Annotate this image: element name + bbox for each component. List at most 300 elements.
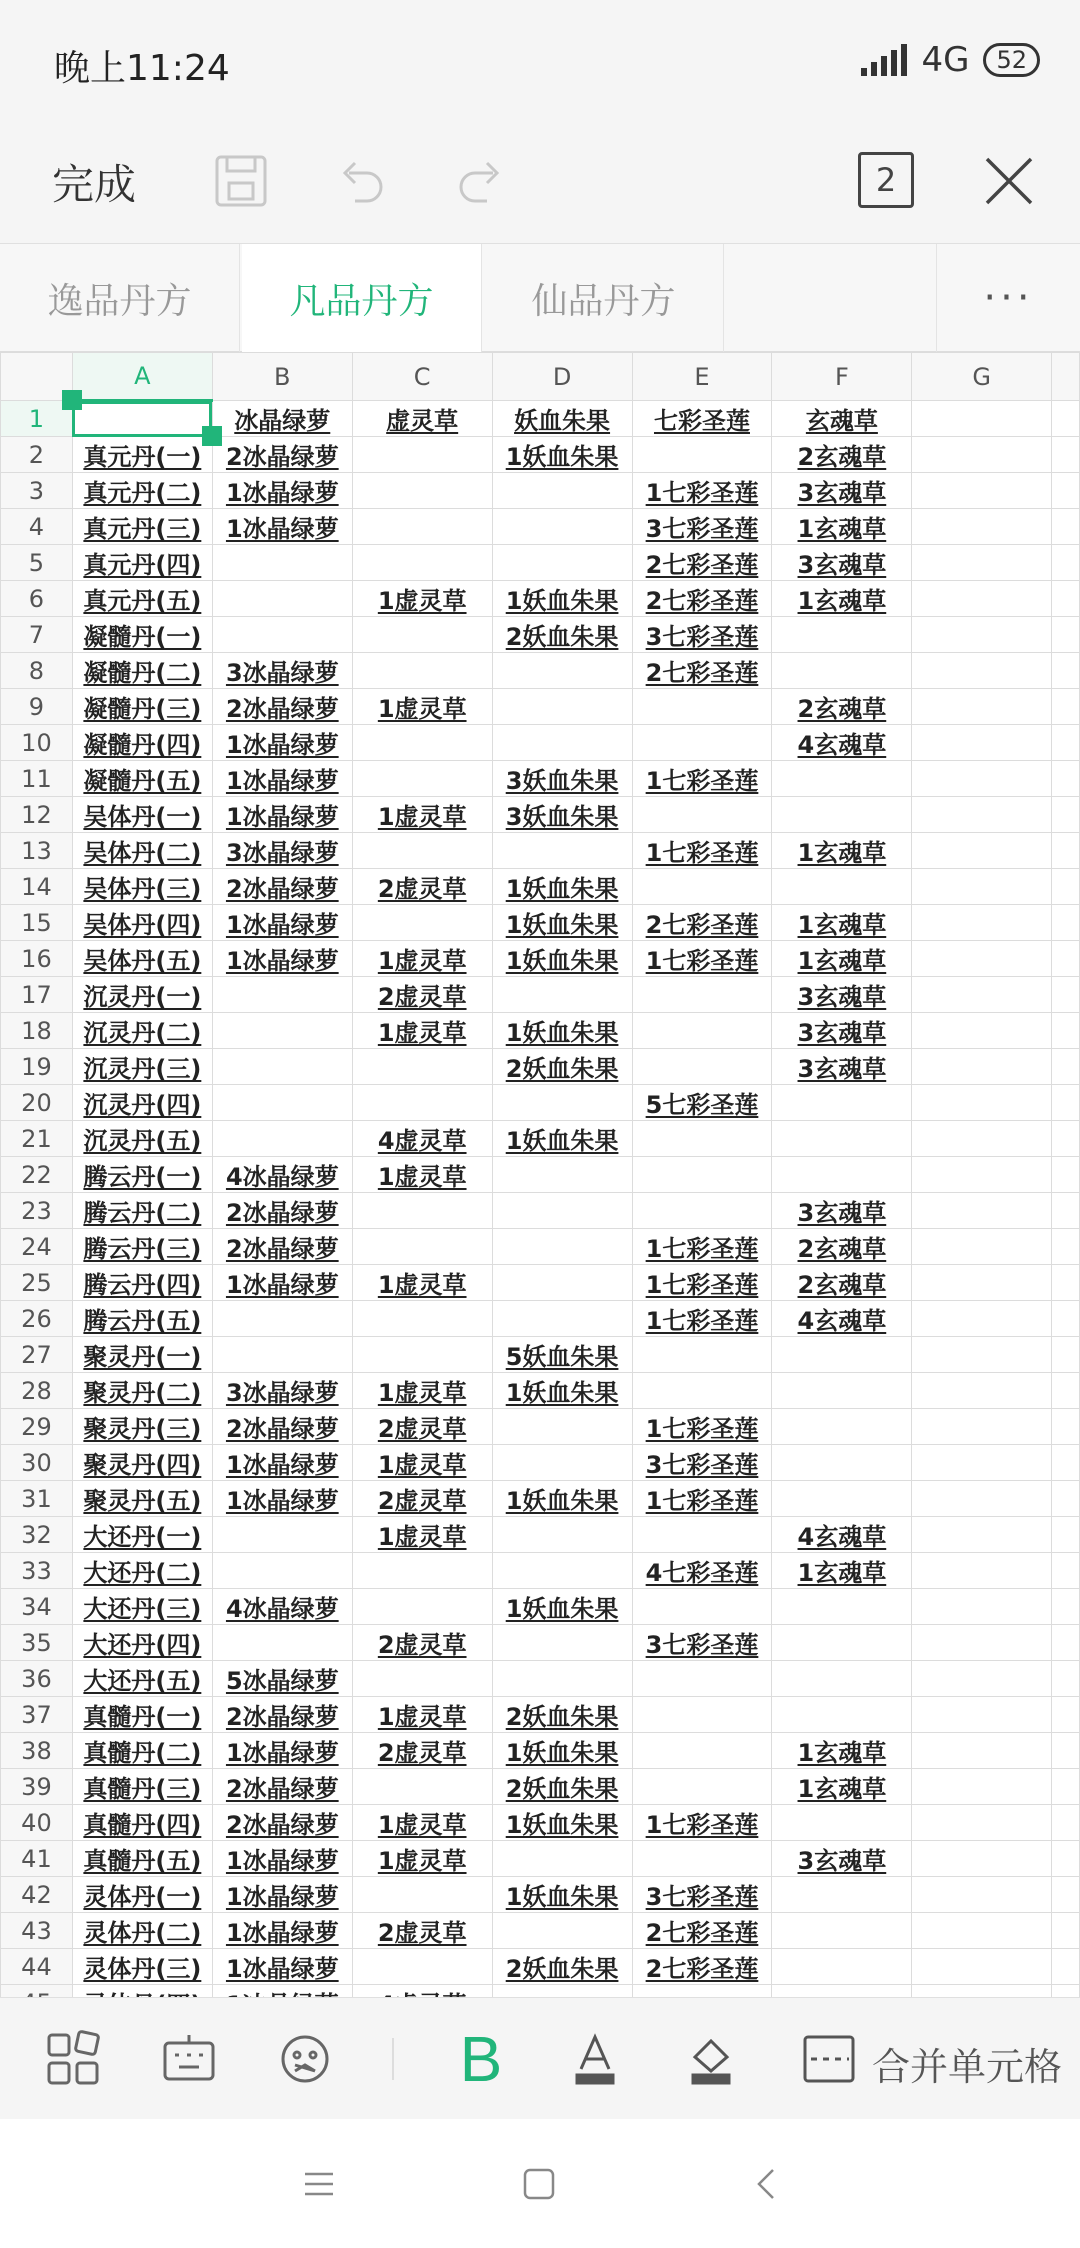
cell-d11[interactable]: 3妖血朱果 xyxy=(492,761,632,797)
cell-g1[interactable] xyxy=(912,401,1052,437)
cell-f23[interactable]: 3玄魂草 xyxy=(772,1193,912,1229)
cell-f38[interactable]: 1玄魂草 xyxy=(772,1733,912,1769)
cell-overflow[interactable] xyxy=(1051,437,1079,473)
cell-overflow[interactable] xyxy=(1051,1085,1079,1121)
cell-d8[interactable] xyxy=(492,653,632,689)
cell-a21[interactable]: 沉灵丹(五) xyxy=(72,1121,212,1157)
cell-overflow[interactable] xyxy=(1051,1517,1079,1553)
cell-overflow[interactable] xyxy=(1051,1229,1079,1265)
keyboard-icon[interactable] xyxy=(154,2024,224,2094)
cell-b13[interactable]: 3冰晶绿萝 xyxy=(212,833,352,869)
cell-d12[interactable]: 3妖血朱果 xyxy=(492,797,632,833)
cell-d25[interactable] xyxy=(492,1265,632,1301)
cell-g11[interactable] xyxy=(912,761,1052,797)
cell-b5[interactable] xyxy=(212,545,352,581)
cell-e16[interactable]: 1七彩圣莲 xyxy=(632,941,772,977)
cell-f22[interactable] xyxy=(772,1157,912,1193)
cell-e1[interactable]: 七彩圣莲 xyxy=(632,401,772,437)
cell-c28[interactable]: 1虚灵草 xyxy=(352,1373,492,1409)
cell-d2[interactable]: 1妖血朱果 xyxy=(492,437,632,473)
cell-d36[interactable] xyxy=(492,1661,632,1697)
cell-e17[interactable] xyxy=(632,977,772,1013)
cell-c41[interactable]: 1虚灵草 xyxy=(352,1841,492,1877)
cell-f4[interactable]: 1玄魂草 xyxy=(772,509,912,545)
cell-a1[interactable] xyxy=(72,401,212,437)
column-header-d[interactable]: D xyxy=(492,353,632,401)
cell-b42[interactable]: 1冰晶绿萝 xyxy=(212,1877,352,1913)
cell-d23[interactable] xyxy=(492,1193,632,1229)
cell-f31[interactable] xyxy=(772,1481,912,1517)
close-icon[interactable] xyxy=(974,146,1044,216)
cell-g27[interactable] xyxy=(912,1337,1052,1373)
cell-g15[interactable] xyxy=(912,905,1052,941)
cell-e2[interactable] xyxy=(632,437,772,473)
cell-b11[interactable]: 1冰晶绿萝 xyxy=(212,761,352,797)
row-header[interactable]: 29 xyxy=(1,1409,73,1445)
cell-g35[interactable] xyxy=(912,1625,1052,1661)
undo-icon[interactable] xyxy=(326,146,396,216)
row-header[interactable]: 40 xyxy=(1,1805,73,1841)
cell-b17[interactable] xyxy=(212,977,352,1013)
cell-b14[interactable]: 2冰晶绿萝 xyxy=(212,869,352,905)
cell-overflow[interactable] xyxy=(1051,1049,1079,1085)
cell-g25[interactable] xyxy=(912,1265,1052,1301)
cell-a43[interactable]: 灵体丹(二) xyxy=(72,1913,212,1949)
row-header[interactable]: 4 xyxy=(1,509,73,545)
cell-b29[interactable]: 2冰晶绿萝 xyxy=(212,1409,352,1445)
cell-g4[interactable] xyxy=(912,509,1052,545)
cell-overflow[interactable] xyxy=(1051,905,1079,941)
cell-c16[interactable]: 1虚灵草 xyxy=(352,941,492,977)
cell-a38[interactable]: 真髓丹(二) xyxy=(72,1733,212,1769)
cell-overflow[interactable] xyxy=(1051,1373,1079,1409)
cell-a5[interactable]: 真元丹(四) xyxy=(72,545,212,581)
row-header[interactable]: 28 xyxy=(1,1373,73,1409)
cell-overflow[interactable] xyxy=(1051,1661,1079,1697)
cell-f20[interactable] xyxy=(772,1085,912,1121)
cell-g36[interactable] xyxy=(912,1661,1052,1697)
cell-g30[interactable] xyxy=(912,1445,1052,1481)
cell-overflow[interactable] xyxy=(1051,1445,1079,1481)
cell-b26[interactable] xyxy=(212,1301,352,1337)
cell-c30[interactable]: 1虚灵草 xyxy=(352,1445,492,1481)
cell-g2[interactable] xyxy=(912,437,1052,473)
cell-d28[interactable]: 1妖血朱果 xyxy=(492,1373,632,1409)
cell-g9[interactable] xyxy=(912,689,1052,725)
cell-d17[interactable] xyxy=(492,977,632,1013)
cell-g16[interactable] xyxy=(912,941,1052,977)
cell-a19[interactable]: 沉灵丹(三) xyxy=(72,1049,212,1085)
cell-c19[interactable] xyxy=(352,1049,492,1085)
cell-b15[interactable]: 1冰晶绿萝 xyxy=(212,905,352,941)
cell-a35[interactable]: 大还丹(四) xyxy=(72,1625,212,1661)
cell-overflow[interactable] xyxy=(1051,1481,1079,1517)
cell-e42[interactable]: 3七彩圣莲 xyxy=(632,1877,772,1913)
apps-icon[interactable] xyxy=(38,2024,108,2094)
cell-a28[interactable]: 聚灵丹(二) xyxy=(72,1373,212,1409)
cell-e25[interactable]: 1七彩圣莲 xyxy=(632,1265,772,1301)
cell-d14[interactable]: 1妖血朱果 xyxy=(492,869,632,905)
cell-a16[interactable]: 吴体丹(五) xyxy=(72,941,212,977)
cell-d42[interactable]: 1妖血朱果 xyxy=(492,1877,632,1913)
cell-c38[interactable]: 2虚灵草 xyxy=(352,1733,492,1769)
cell-overflow[interactable] xyxy=(1051,1553,1079,1589)
cell-e12[interactable] xyxy=(632,797,772,833)
cell-overflow[interactable] xyxy=(1051,761,1079,797)
row-header[interactable]: 18 xyxy=(1,1013,73,1049)
cell-overflow[interactable] xyxy=(1051,545,1079,581)
cell-b10[interactable]: 1冰晶绿萝 xyxy=(212,725,352,761)
cell-e41[interactable] xyxy=(632,1841,772,1877)
cell-e39[interactable] xyxy=(632,1769,772,1805)
column-header-b[interactable]: B xyxy=(212,353,352,401)
cell-e30[interactable]: 3七彩圣莲 xyxy=(632,1445,772,1481)
cell-a13[interactable]: 吴体丹(二) xyxy=(72,833,212,869)
cell-d16[interactable]: 1妖血朱果 xyxy=(492,941,632,977)
cell-a39[interactable]: 真髓丹(三) xyxy=(72,1769,212,1805)
cell-b20[interactable] xyxy=(212,1085,352,1121)
row-header[interactable]: 22 xyxy=(1,1157,73,1193)
cell-overflow[interactable] xyxy=(1051,1625,1079,1661)
cell-overflow[interactable] xyxy=(1051,797,1079,833)
cell-f16[interactable]: 1玄魂草 xyxy=(772,941,912,977)
cell-g7[interactable] xyxy=(912,617,1052,653)
cell-d44[interactable]: 2妖血朱果 xyxy=(492,1949,632,1985)
cell-d4[interactable] xyxy=(492,509,632,545)
cell-f40[interactable] xyxy=(772,1805,912,1841)
column-header-g[interactable]: G xyxy=(912,353,1052,401)
cell-overflow[interactable] xyxy=(1051,401,1079,437)
cell-e4[interactable]: 3七彩圣莲 xyxy=(632,509,772,545)
cell-c11[interactable] xyxy=(352,761,492,797)
cell-c3[interactable] xyxy=(352,473,492,509)
row-header[interactable]: 23 xyxy=(1,1193,73,1229)
cell-b28[interactable]: 3冰晶绿萝 xyxy=(212,1373,352,1409)
cell-g40[interactable] xyxy=(912,1805,1052,1841)
cell-d15[interactable]: 1妖血朱果 xyxy=(492,905,632,941)
cell-overflow[interactable] xyxy=(1051,617,1079,653)
cell-overflow[interactable] xyxy=(1051,725,1079,761)
column-header-c[interactable]: C xyxy=(352,353,492,401)
cell-d10[interactable] xyxy=(492,725,632,761)
row-header[interactable]: 42 xyxy=(1,1877,73,1913)
cell-f17[interactable]: 3玄魂草 xyxy=(772,977,912,1013)
column-header-e[interactable]: E xyxy=(632,353,772,401)
cell-c40[interactable]: 1虚灵草 xyxy=(352,1805,492,1841)
cell-overflow[interactable] xyxy=(1051,653,1079,689)
tab-fanpin[interactable]: 凡品丹方 xyxy=(242,244,482,352)
cell-b30[interactable]: 1冰晶绿萝 xyxy=(212,1445,352,1481)
column-header-f[interactable]: F xyxy=(772,353,912,401)
cell-a31[interactable]: 聚灵丹(五) xyxy=(72,1481,212,1517)
cell-d13[interactable] xyxy=(492,833,632,869)
cell-c4[interactable] xyxy=(352,509,492,545)
cell-e11[interactable]: 1七彩圣莲 xyxy=(632,761,772,797)
cell-overflow[interactable] xyxy=(1051,1949,1079,1985)
cell-c13[interactable] xyxy=(352,833,492,869)
cell-c12[interactable]: 1虚灵草 xyxy=(352,797,492,833)
row-header[interactable]: 10 xyxy=(1,725,73,761)
cell-g32[interactable] xyxy=(912,1517,1052,1553)
cell-a12[interactable]: 吴体丹(一) xyxy=(72,797,212,833)
cell-b43[interactable]: 1冰晶绿萝 xyxy=(212,1913,352,1949)
cell-f43[interactable] xyxy=(772,1913,912,1949)
cell-g38[interactable] xyxy=(912,1733,1052,1769)
cell-c14[interactable]: 2虚灵草 xyxy=(352,869,492,905)
cell-c10[interactable] xyxy=(352,725,492,761)
row-header[interactable]: 15 xyxy=(1,905,73,941)
cell-a18[interactable]: 沉灵丹(二) xyxy=(72,1013,212,1049)
cell-e34[interactable] xyxy=(632,1589,772,1625)
more-button[interactable]: ··· xyxy=(936,244,1080,352)
cell-a11[interactable]: 凝髓丹(五) xyxy=(72,761,212,797)
column-header-a[interactable]: A xyxy=(72,353,212,401)
cell-overflow[interactable] xyxy=(1051,1877,1079,1913)
cell-a32[interactable]: 大还丹(一) xyxy=(72,1517,212,1553)
cell-b36[interactable]: 5冰晶绿萝 xyxy=(212,1661,352,1697)
cell-g39[interactable] xyxy=(912,1769,1052,1805)
cell-c9[interactable]: 1虚灵草 xyxy=(352,689,492,725)
cell-b37[interactable]: 2冰晶绿萝 xyxy=(212,1697,352,1733)
cell-f11[interactable] xyxy=(772,761,912,797)
cell-a6[interactable]: 真元丹(五) xyxy=(72,581,212,617)
cell-a41[interactable]: 真髓丹(五) xyxy=(72,1841,212,1877)
cell-overflow[interactable] xyxy=(1051,1805,1079,1841)
cell-a14[interactable]: 吴体丹(三) xyxy=(72,869,212,905)
row-header[interactable]: 32 xyxy=(1,1517,73,1553)
done-button[interactable]: 完成 xyxy=(52,160,137,209)
cell-g5[interactable] xyxy=(912,545,1052,581)
cell-a23[interactable]: 腾云丹(二) xyxy=(72,1193,212,1229)
cell-f6[interactable]: 1玄魂草 xyxy=(772,581,912,617)
row-header[interactable]: 43 xyxy=(1,1913,73,1949)
cell-f39[interactable]: 1玄魂草 xyxy=(772,1769,912,1805)
cell-c26[interactable] xyxy=(352,1301,492,1337)
cell-overflow[interactable] xyxy=(1051,1913,1079,1949)
cell-g31[interactable] xyxy=(912,1481,1052,1517)
cell-d27[interactable]: 5妖血朱果 xyxy=(492,1337,632,1373)
cell-c21[interactable]: 4虚灵草 xyxy=(352,1121,492,1157)
cell-g26[interactable] xyxy=(912,1301,1052,1337)
cell-b16[interactable]: 1冰晶绿萝 xyxy=(212,941,352,977)
cell-d40[interactable]: 1妖血朱果 xyxy=(492,1805,632,1841)
cell-overflow[interactable] xyxy=(1051,833,1079,869)
cell-a30[interactable]: 聚灵丹(四) xyxy=(72,1445,212,1481)
cell-g23[interactable] xyxy=(912,1193,1052,1229)
cell-a29[interactable]: 聚灵丹(三) xyxy=(72,1409,212,1445)
cell-a9[interactable]: 凝髓丹(三) xyxy=(72,689,212,725)
cell-b22[interactable]: 4冰晶绿萝 xyxy=(212,1157,352,1193)
cell-f19[interactable]: 3玄魂草 xyxy=(772,1049,912,1085)
cell-b35[interactable] xyxy=(212,1625,352,1661)
cell-overflow[interactable] xyxy=(1051,1409,1079,1445)
cell-d30[interactable] xyxy=(492,1445,632,1481)
cell-b18[interactable] xyxy=(212,1013,352,1049)
cell-c32[interactable]: 1虚灵草 xyxy=(352,1517,492,1553)
cell-g22[interactable] xyxy=(912,1157,1052,1193)
row-header[interactable]: 44 xyxy=(1,1949,73,1985)
cell-overflow[interactable] xyxy=(1051,509,1079,545)
cell-b40[interactable]: 2冰晶绿萝 xyxy=(212,1805,352,1841)
cell-f12[interactable] xyxy=(772,797,912,833)
cell-g20[interactable] xyxy=(912,1085,1052,1121)
redo-icon[interactable] xyxy=(446,146,516,216)
cell-e28[interactable] xyxy=(632,1373,772,1409)
cell-e35[interactable]: 3七彩圣莲 xyxy=(632,1625,772,1661)
row-header[interactable]: 26 xyxy=(1,1301,73,1337)
cell-d24[interactable] xyxy=(492,1229,632,1265)
row-header[interactable]: 14 xyxy=(1,869,73,905)
row-header[interactable]: 34 xyxy=(1,1589,73,1625)
spreadsheet-grid[interactable] xyxy=(0,352,1080,1997)
cell-c25[interactable]: 1虚灵草 xyxy=(352,1265,492,1301)
cell-d9[interactable] xyxy=(492,689,632,725)
cell-g3[interactable] xyxy=(912,473,1052,509)
cell-g29[interactable] xyxy=(912,1409,1052,1445)
cell-f37[interactable] xyxy=(772,1697,912,1733)
cell-e43[interactable]: 2七彩圣莲 xyxy=(632,1913,772,1949)
cell-e5[interactable]: 2七彩圣莲 xyxy=(632,545,772,581)
cell-e40[interactable]: 1七彩圣莲 xyxy=(632,1805,772,1841)
border-icon[interactable] xyxy=(794,2024,864,2094)
cell-f5[interactable]: 3玄魂草 xyxy=(772,545,912,581)
cell-overflow[interactable] xyxy=(1051,941,1079,977)
cell-c33[interactable] xyxy=(352,1553,492,1589)
cell-b3[interactable]: 1冰晶绿萝 xyxy=(212,473,352,509)
cell-c6[interactable]: 1虚灵草 xyxy=(352,581,492,617)
cell-f7[interactable] xyxy=(772,617,912,653)
row-header[interactable]: 37 xyxy=(1,1697,73,1733)
row-header[interactable]: 9 xyxy=(1,689,73,725)
cell-b1[interactable]: 冰晶绿萝 xyxy=(212,401,352,437)
cell-a44[interactable]: 灵体丹(三) xyxy=(72,1949,212,1985)
cell-d7[interactable]: 2妖血朱果 xyxy=(492,617,632,653)
cell-d26[interactable] xyxy=(492,1301,632,1337)
cell-c1[interactable]: 虚灵草 xyxy=(352,401,492,437)
cell-c17[interactable]: 2虚灵草 xyxy=(352,977,492,1013)
cell-e36[interactable] xyxy=(632,1661,772,1697)
cell-b41[interactable]: 1冰晶绿萝 xyxy=(212,1841,352,1877)
cell-c7[interactable] xyxy=(352,617,492,653)
cell-b44[interactable]: 1冰晶绿萝 xyxy=(212,1949,352,1985)
cell-d19[interactable]: 2妖血朱果 xyxy=(492,1049,632,1085)
row-header[interactable]: 27 xyxy=(1,1337,73,1373)
cell-a25[interactable]: 腾云丹(四) xyxy=(72,1265,212,1301)
cell-e19[interactable] xyxy=(632,1049,772,1085)
cell-f13[interactable]: 1玄魂草 xyxy=(772,833,912,869)
cell-c5[interactable] xyxy=(352,545,492,581)
cell-c27[interactable] xyxy=(352,1337,492,1373)
cell-c22[interactable]: 1虚灵草 xyxy=(352,1157,492,1193)
cell-f42[interactable] xyxy=(772,1877,912,1913)
cell-g33[interactable] xyxy=(912,1553,1052,1589)
cell-f35[interactable] xyxy=(772,1625,912,1661)
cell-c44[interactable] xyxy=(352,1949,492,1985)
cell-d6[interactable]: 1妖血朱果 xyxy=(492,581,632,617)
cell-f34[interactable] xyxy=(772,1589,912,1625)
cell-overflow[interactable] xyxy=(1051,1841,1079,1877)
cell-e24[interactable]: 1七彩圣莲 xyxy=(632,1229,772,1265)
cell-c36[interactable] xyxy=(352,1661,492,1697)
cell-e26[interactable]: 1七彩圣莲 xyxy=(632,1301,772,1337)
cell-f18[interactable]: 3玄魂草 xyxy=(772,1013,912,1049)
row-header[interactable]: 6 xyxy=(1,581,73,617)
save-icon[interactable] xyxy=(206,146,276,216)
cell-a40[interactable]: 真髓丹(四) xyxy=(72,1805,212,1841)
cell-g28[interactable] xyxy=(912,1373,1052,1409)
cell-d22[interactable] xyxy=(492,1157,632,1193)
cell-d39[interactable]: 2妖血朱果 xyxy=(492,1769,632,1805)
cell-d3[interactable] xyxy=(492,473,632,509)
cell-e32[interactable] xyxy=(632,1517,772,1553)
cell-a22[interactable]: 腾云丹(一) xyxy=(72,1157,212,1193)
cell-g10[interactable] xyxy=(912,725,1052,761)
tab-count-button[interactable]: 2 xyxy=(858,152,914,208)
column-header-overflow[interactable] xyxy=(1051,353,1079,401)
cell-overflow[interactable] xyxy=(1051,869,1079,905)
cell-g21[interactable] xyxy=(912,1121,1052,1157)
row-header[interactable]: 12 xyxy=(1,797,73,833)
row-header[interactable]: 17 xyxy=(1,977,73,1013)
cell-c24[interactable] xyxy=(352,1229,492,1265)
cell-d38[interactable]: 1妖血朱果 xyxy=(492,1733,632,1769)
cell-overflow[interactable] xyxy=(1051,1013,1079,1049)
cell-b2[interactable]: 2冰晶绿萝 xyxy=(212,437,352,473)
row-header[interactable]: 16 xyxy=(1,941,73,977)
cell-e13[interactable]: 1七彩圣莲 xyxy=(632,833,772,869)
cell-b19[interactable] xyxy=(212,1049,352,1085)
cell-f9[interactable]: 2玄魂草 xyxy=(772,689,912,725)
cell-f32[interactable]: 4玄魂草 xyxy=(772,1517,912,1553)
cell-overflow[interactable] xyxy=(1051,473,1079,509)
cell-b6[interactable] xyxy=(212,581,352,617)
cell-g18[interactable] xyxy=(912,1013,1052,1049)
cell-e7[interactable]: 3七彩圣莲 xyxy=(632,617,772,653)
cell-a26[interactable]: 腾云丹(五) xyxy=(72,1301,212,1337)
row-header[interactable]: 41 xyxy=(1,1841,73,1877)
cell-e15[interactable]: 2七彩圣莲 xyxy=(632,905,772,941)
cell-e9[interactable] xyxy=(632,689,772,725)
cell-overflow[interactable] xyxy=(1051,581,1079,617)
cell-b21[interactable] xyxy=(212,1121,352,1157)
cell-d31[interactable]: 1妖血朱果 xyxy=(492,1481,632,1517)
cell-f25[interactable]: 2玄魂草 xyxy=(772,1265,912,1301)
cell-e23[interactable] xyxy=(632,1193,772,1229)
cell-d1[interactable]: 妖血朱果 xyxy=(492,401,632,437)
row-header[interactable]: 21 xyxy=(1,1121,73,1157)
cell-g13[interactable] xyxy=(912,833,1052,869)
cell-e14[interactable] xyxy=(632,869,772,905)
row-header[interactable]: 25 xyxy=(1,1265,73,1301)
row-header[interactable]: 31 xyxy=(1,1481,73,1517)
cell-b8[interactable]: 3冰晶绿萝 xyxy=(212,653,352,689)
cell-d20[interactable] xyxy=(492,1085,632,1121)
cell-f24[interactable]: 2玄魂草 xyxy=(772,1229,912,1265)
cell-a36[interactable]: 大还丹(五) xyxy=(72,1661,212,1697)
cell-f8[interactable] xyxy=(772,653,912,689)
row-header[interactable]: 36 xyxy=(1,1661,73,1697)
cell-f1[interactable]: 玄魂草 xyxy=(772,401,912,437)
cell-d5[interactable] xyxy=(492,545,632,581)
cell-d32[interactable] xyxy=(492,1517,632,1553)
back-icon[interactable] xyxy=(742,2159,792,2209)
cell-c37[interactable]: 1虚灵草 xyxy=(352,1697,492,1733)
cell-f27[interactable] xyxy=(772,1337,912,1373)
selection-handle-start[interactable] xyxy=(62,390,82,410)
cell-f41[interactable]: 3玄魂草 xyxy=(772,1841,912,1877)
cell-f30[interactable] xyxy=(772,1445,912,1481)
cell-e44[interactable]: 2七彩圣莲 xyxy=(632,1949,772,1985)
